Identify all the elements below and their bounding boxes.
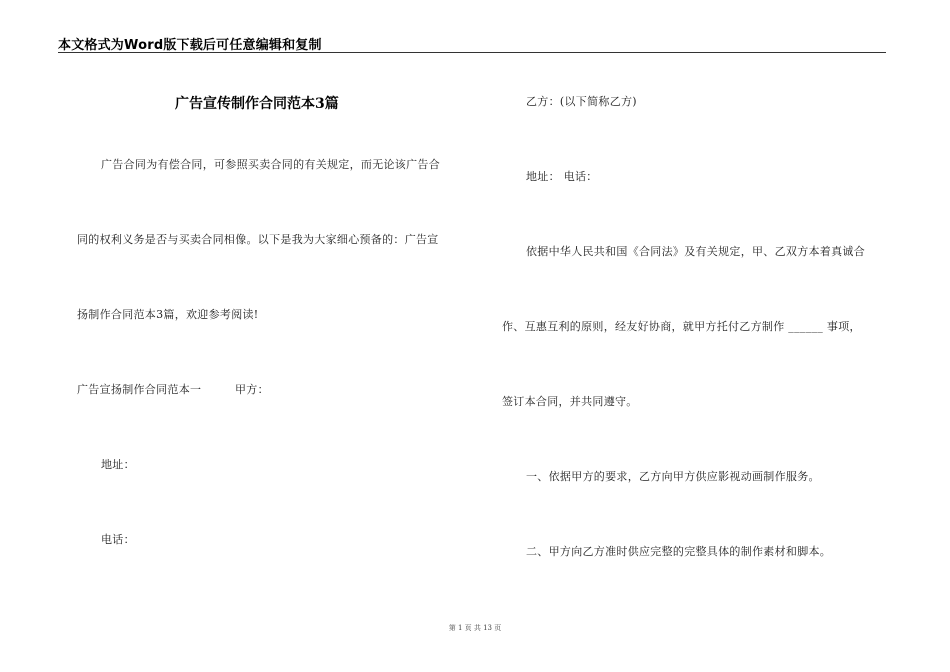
address-label: 地址： [101,458,135,471]
section-heading: 广告宣扬制作合同范本一 [77,383,202,396]
intro-line-3: 扬制作合同范本3篇，欢迎参考阅读! [77,308,259,321]
clause-2: 二、甲方向乙方准时供应完整的完整具体的制作素材和脚本。 [526,545,832,558]
party-a-label: 甲方： [235,383,269,396]
header-divider [58,52,886,53]
party-b-label: 乙方：(以下简称乙方) [526,95,637,108]
intro-line-1: 广告合同为有偿合同，可参照买卖合同的有关规定，而无论该广告合 [101,158,440,171]
address-phone-label: 地址： 电话： [526,170,598,183]
intro-line-2: 同的权利义务是否与买卖合同相像。以下是我为大家细心预备的：广告宣 [77,233,439,246]
basis-line-2: 作、互惠互利的原则，经友好协商，就甲方托付乙方制作 ______ 事项， [502,320,861,333]
clause-1: 一、依据甲方的要求，乙方向甲方供应影视动画制作服务。 [526,470,820,483]
basis-line-1: 依据中华人民共和国《合同法》及有关规定，甲、乙双方本着真诚合 [526,245,865,258]
basis-line-3: 签订本合同，并共同遵守。 [502,395,638,408]
page-number: 第 1 页 共 13 页 [448,624,502,632]
document-title: 广告宣传制作合同范本3篇 [175,96,339,112]
phone-label: 电话： [101,533,135,546]
download-banner: 本文格式为Word版下载后可任意编辑和复制 [58,38,322,53]
